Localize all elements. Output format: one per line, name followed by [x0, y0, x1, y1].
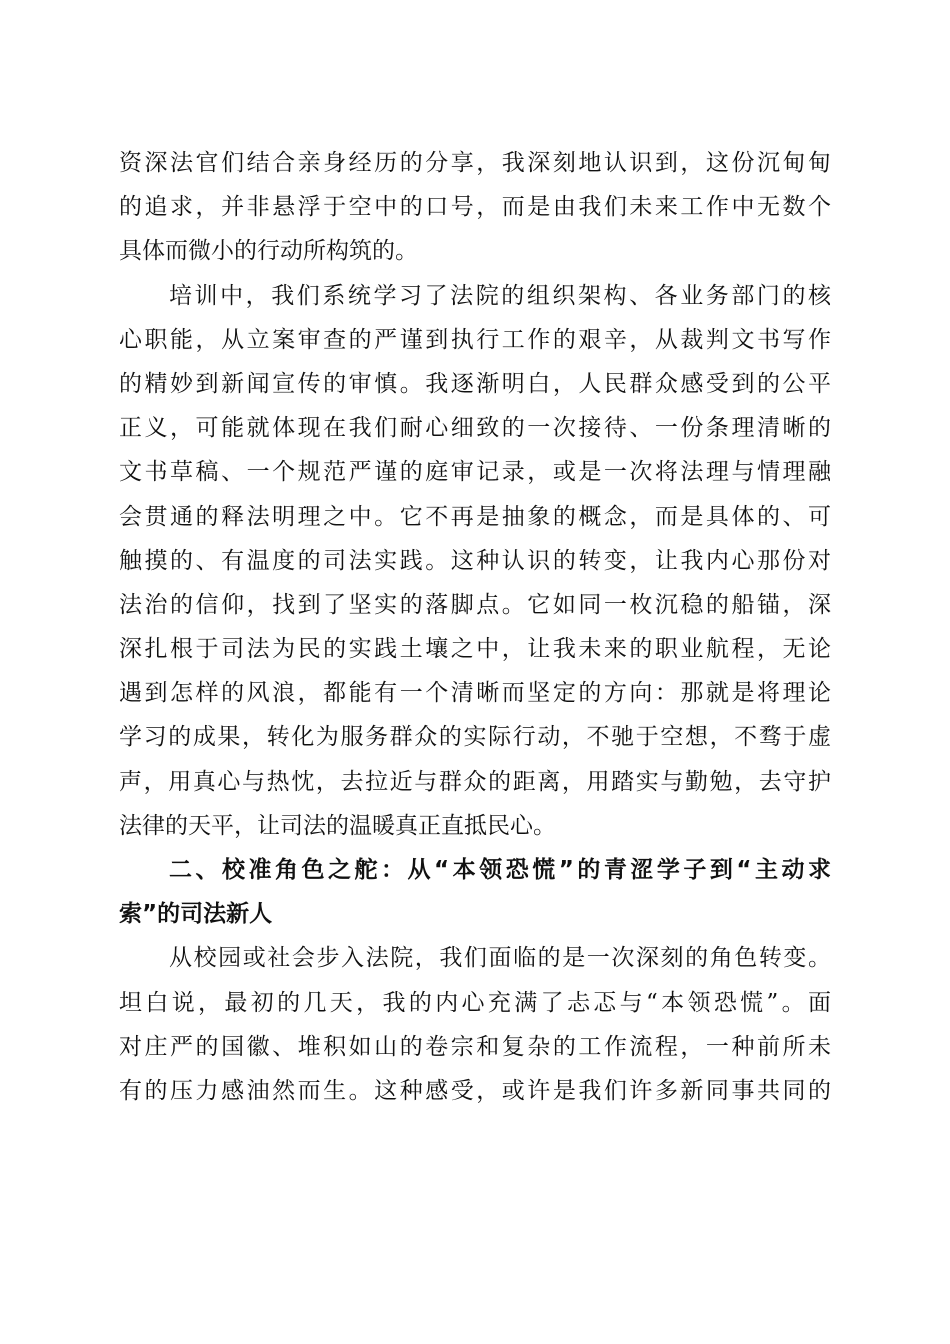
heading-line: 索”的司法新人 — [119, 901, 273, 928]
text-line: 资深法官们结合亲身经历的分享，我深刻地认识到，这份沉甸甸 — [119, 150, 831, 176]
text-line: 有的压力感油然而生。这种感受，或许是我们许多新同事共同的 — [119, 1077, 831, 1104]
text-line: 坦白说，最初的几天，我的内心充满了忐忑与“本领恐慌”。面 — [119, 989, 831, 1016]
text-line: 正义，可能就体现在我们耐心细致的一次接待、一份条理清晰的 — [119, 415, 831, 442]
text-line: 的追求，并非悬浮于空中的口号，而是由我们未来工作中无数个 — [119, 194, 831, 221]
text-line: 法治的信仰，找到了坚实的落脚点。它如同一枚沉稳的船锚，深 — [119, 591, 831, 618]
text-line: 培训中，我们系统学习了法院的组织架构、各业务部门的核 — [169, 282, 831, 309]
paragraph-3 — [119, 936, 831, 1113]
text-line: 学习的成果，转化为服务群众的实际行动，不驰于空想，不骛于虚 — [119, 724, 831, 751]
text-line: 具体而微小的行动所构筑的。 — [119, 238, 418, 265]
text-line: 声，用真心与热忱，去拉近与群众的距离，用踏实与勤勉，去守护 — [119, 768, 831, 795]
text-line: 的精妙到新闻宣传的审慎。我逐渐明白，人民群众感受到的公平 — [119, 370, 831, 397]
text-line: 会贯通的释法明理之中。它不再是抽象的概念，而是具体的、可 — [119, 503, 831, 530]
text-line: 文书草稿、一个规范严谨的庭审记录，或是一次将法理与情理融 — [119, 459, 831, 486]
section-heading — [119, 848, 831, 936]
text-line: 触摸的、有温度的司法实践。这种认识的转变，让我内心那份对 — [119, 547, 831, 574]
text-line: 法律的天平，让司法的温暖真正直抵民心。 — [119, 812, 556, 839]
text-line: 对庄严的国徽、堆积如山的卷宗和复杂的工作流程，一种前所未 — [119, 1033, 831, 1060]
text-line: 心职能，从立案审查的严谨到执行工作的艰辛，从裁判文书写作 — [119, 326, 831, 353]
document-body — [119, 141, 831, 1113]
text-line: 从校园或社会步入法院，我们面临的是一次深刻的角色转变。 — [169, 945, 831, 972]
paragraph-2 — [119, 274, 831, 848]
heading-line: 二、校准角色之舵：从“本领恐慌”的青涩学子到“主动求 — [169, 857, 831, 883]
text-line: 遇到怎样的风浪，都能有一个清晰而坚定的方向：那就是将理论 — [119, 680, 831, 707]
paragraph-1 — [119, 141, 831, 274]
text-line: 深扎根于司法为民的实践土壤之中，让我未来的职业航程，无论 — [119, 636, 831, 663]
